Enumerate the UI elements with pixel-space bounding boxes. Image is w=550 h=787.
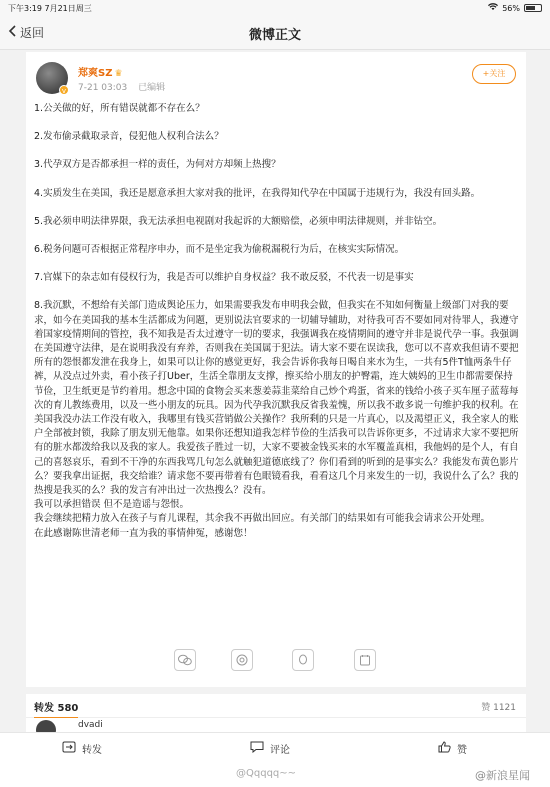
author-name[interactable]: 郑爽SZ ♛: [78, 68, 123, 79]
stats-bar: [26, 694, 526, 718]
watermark-bar: [0, 762, 550, 787]
battery-icon: [524, 4, 542, 12]
comment-label: 评论: [270, 745, 290, 756]
battery-percent: 56%: [502, 3, 520, 13]
status-bar: [0, 0, 550, 16]
comment-button[interactable]: [250, 741, 290, 756]
paragraph: 1.公关做的好，所有错误就都不存在么？: [34, 103, 205, 114]
commenter-name[interactable]: dvadi: [78, 720, 103, 730]
watermark-right: @新浪星闻: [475, 769, 530, 782]
nav-bar: [0, 16, 550, 50]
repost-label: 转发: [82, 745, 102, 756]
watermark-left: @Qqqqq~~: [236, 768, 297, 779]
like-label: 赞: [457, 745, 467, 756]
like-count[interactable]: 赞 1121: [481, 703, 516, 713]
repost-button[interactable]: [62, 741, 102, 756]
post-time: 7-21 03:03: [78, 83, 128, 93]
weibo-share-icon[interactable]: [354, 649, 376, 671]
paragraph: 2.发布偷录截取录音，侵犯他人权利合法么？: [34, 131, 224, 143]
share-row: [26, 649, 526, 673]
paragraph: 5.我必须申明法律界限，我无法承担电视剧对我起诉的大额赔偿，必须申明法律规则，并非钻空。: [34, 215, 443, 227]
paragraph: 6.税务问题可否根据正常程序申办，而不是坐定我为偷税漏税行为后，在核实实际情况。: [34, 244, 405, 256]
crown-icon: ♛: [114, 69, 123, 79]
post-meta: [78, 80, 173, 93]
repost-icon: [62, 741, 76, 756]
follow-button[interactable]: +关注: [472, 64, 516, 84]
paragraph: 7.官媒下的杂志如有侵权行为，我是否可以维护自身权益？我不敢反驳，不代表一切是事实: [34, 272, 414, 284]
post-card: [26, 52, 526, 687]
page-title: 微博正文: [248, 28, 301, 43]
avatar[interactable]: [36, 720, 56, 732]
comment-icon: [250, 741, 264, 756]
status-right: [488, 3, 542, 13]
paragraph: 在此感谢陈世清老师一直为我的事情伸冤，感谢您！: [34, 527, 253, 539]
paragraph: 3.代孕双方是否都承担一样的责任，为何对方却频上热搜？: [34, 159, 281, 171]
paragraph: 4.实质发生在美国，我还是愿意承担大家对我的批评，在我得知代孕在中国属于违规行为，我没有回头路。: [34, 187, 481, 199]
tab-repost[interactable]: 转发 580: [34, 699, 78, 719]
paragraph: 我可以承担错误 但不是造谣与怨恨。: [34, 499, 190, 511]
paragraph: 8.我沉默，不想给有关部门造成舆论压力，如果需要我发布申明我会做，但我实在不知如何衡量上级部门对我的要求，如今在美国我的基本生活都成为问题，更别说法官要求的一切辅导辅助，对待我可否不要如同对待罪人，我遵守着国家疫情期间的管控，我不知我是否太过遵守一切的要求，我强调我在疫情期间的遵守并非是说代孕一事。我强调在美国遵守法律，是在说明我没有弃养，否则我在美国属于犯法。请大家不要在误读我，您可以不喜欢我但请不要把所有的怨恨都发泄在我身上，如果可以让你的感觉更好，我会告诉你我每日喝自来水为生，一共有5件T恤两条牛仔裤，从没点过外卖，看小孩子打Uber，生活全靠朋友支撑，擦买给小朋友的护臀霜，连大姨妈的卫生巾都需要保持节俭，卫生纸更是节约着用。想念中国的食物会买来葱姜蒜韭菜给自己炒个鸡蛋，省来的钱给小孩子买车厘子蓝莓每次的育儿教练费用，以及一些小朋友的玩具。因为代孕我沉默我反省我羞愧，所以我不敢多说一句维护我的权利。在美国我没办法工作没有收入，我哪里有钱买营销做公关操作？我所剩的只是一片真心，以及渴望正义，我全家人的账户全部被封锁，我除了朋友别无他靠。如果你还想知道我怎样节俭的生活我可以告诉你更多，不过请求大家不要把所有的脏水都泼给我以及我的家人。我爱孩子胜过一切，大家不要被金钱买来的水军覆盖真相，我他妈的是个人，有自己的喜怒哀乐，看到不干净的东西我骂几句怎么就触犯道德底线了？你们看到的听到的是事实么？我能发布黄色影片么？要我拿出证据，我交给谁？请求您不要再带着有色眼镜看我，看看这几个月来发生的一切，我说什么了么？我的热搜是我买的么？我的发言有冲出过一次热搜么？没有。: [34, 300, 519, 497]
wechat-icon[interactable]: [174, 649, 196, 671]
qq-icon[interactable]: [292, 649, 314, 671]
verified-icon: v: [59, 85, 69, 95]
action-bar: [0, 732, 550, 762]
status-time: 下午3:19 7月21日周三: [8, 4, 92, 13]
moments-icon[interactable]: [231, 649, 253, 671]
back-label: 返回: [20, 26, 45, 40]
edited-label[interactable]: 已编辑: [138, 83, 166, 93]
thumbs-up-icon: [438, 741, 451, 756]
paragraph: 我会继续把精力放入在孩子与育儿课程，其余我不再做出回应。有关部门的结果如有可能我会请求公开处理。: [34, 513, 491, 525]
comment-preview: [26, 718, 526, 732]
post-content: [34, 102, 520, 541]
like-button[interactable]: [438, 741, 467, 756]
wifi-icon: [488, 3, 498, 13]
